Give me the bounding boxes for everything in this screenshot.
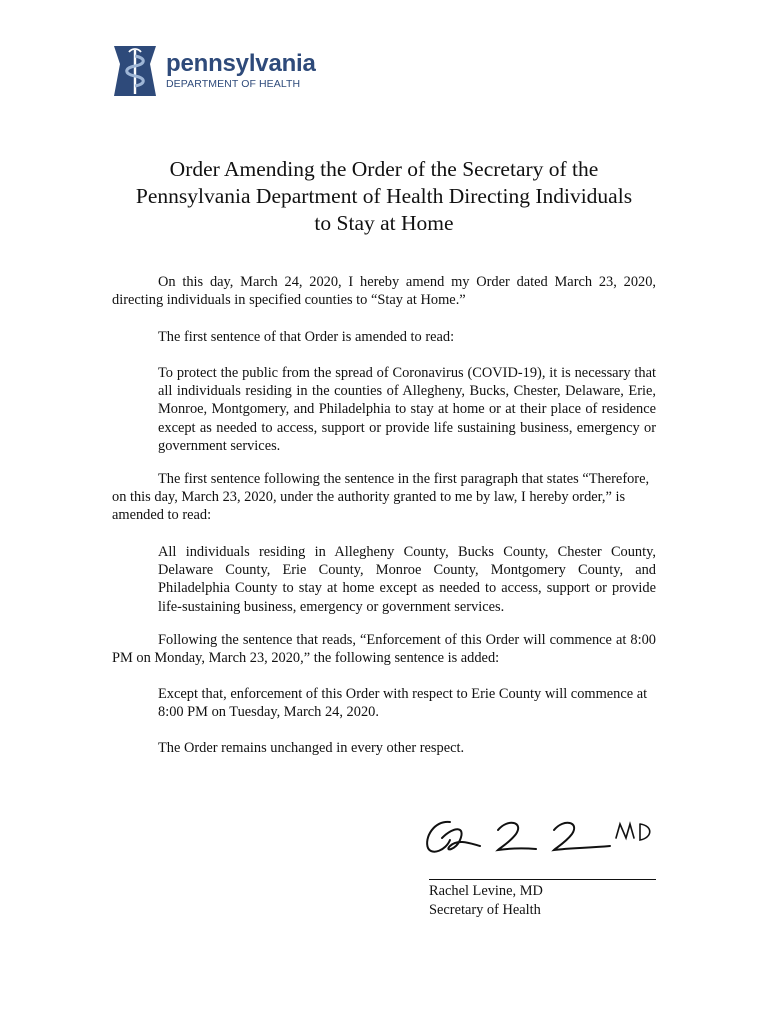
paragraph-first-sentence-note: The first sentence of that Order is amended to read: — [158, 329, 455, 345]
signature-line — [429, 879, 656, 880]
paragraph-amendment-intro: On this day, March 24, 2020, I hereby amend my Order dated March 23, 2020, directing individuals in specified counties to “Stay at Home.” — [112, 274, 656, 309]
logo-department: DEPARTMENT OF HEALTH — [166, 78, 301, 90]
pa-health-logo — [112, 44, 316, 98]
paragraph-amended-first-sentence: To protect the public from the spread of Coronavirus (COVID-19), it is necessary that all individuals residing in the counties of Allegheny, Bucks, Chester, Delaware, Erie, Monroe, Montgomery, and Philadelphia to stay at home or at their place of residence except as needed to access, support or provide life sustaining business, emergency or government services. — [158, 365, 656, 454]
title-line-3: to Stay at Home — [314, 211, 454, 235]
document-title — [100, 156, 668, 237]
paragraph-erie-exception: Except that, enforcement of this Order with respect to Erie County will commence at 8:00 PM on Tuesday, March 24, 2020. — [158, 686, 648, 721]
paragraph-unchanged-note: The Order remains unchanged in every other respect. — [158, 740, 465, 756]
paragraph-second-amendment-note: The first sentence following the sentence in the first paragraph that states “Therefore, on this day, March 23, 2020, under the authority granted to me by law, I hereby order,” is amended to read: — [112, 471, 650, 524]
paragraph-amended-second-sentence: All individuals residing in Allegheny County, Bucks County, Chester County, Delaware County, Erie County, Monroe County, Montgomery County, and Philadelphia County to stay at home except as needed to access, support or provide life-sustaining business, emergency or government services. — [158, 544, 656, 615]
paragraph-enforcement-note: Following the sentence that reads, “Enforcement of this Order will commence at 8:00 PM on Monday, March 23, 2020,” the following sentence is added: — [112, 632, 656, 667]
title-line-1: Order Amending the Order of the Secretary of the — [169, 157, 599, 181]
logo-wordmark: pennsylvania — [166, 50, 316, 77]
signatory-title: Secretary of Health — [429, 902, 541, 918]
signatory-name: Rachel Levine, MD — [429, 883, 543, 899]
title-line-2: Pennsylvania Department of Health Directing Individuals — [135, 184, 633, 208]
keystone-caduceus-icon — [112, 44, 158, 98]
handwritten-signature — [420, 808, 670, 868]
